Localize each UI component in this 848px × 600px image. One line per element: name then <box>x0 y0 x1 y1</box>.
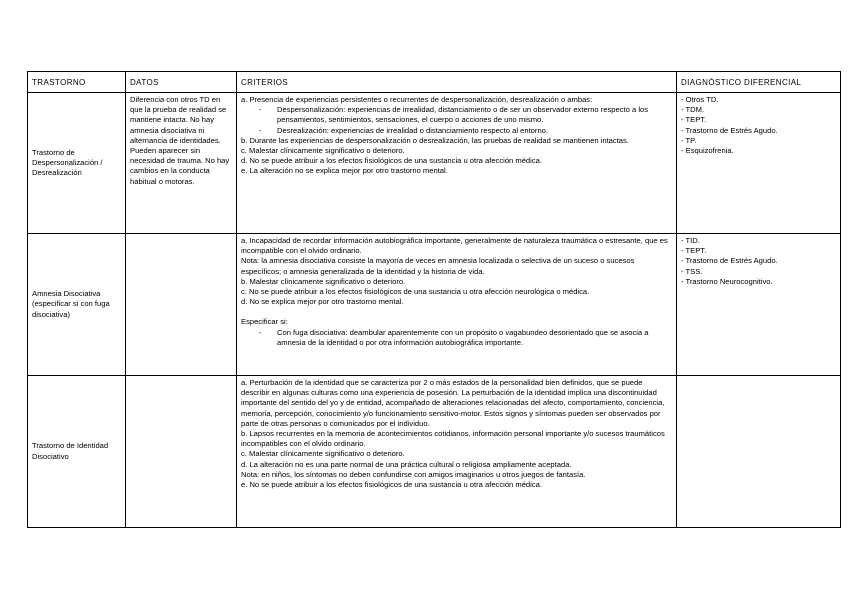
criterio-d: d. No se puede atribuir a los efectos fisiológicos de una sustancia u otra afección médica. <box>241 156 542 166</box>
especificar-sub-text: Con fuga disociativa: deambular aparentemente con un propósito o vagabundeo desorientado que se asocia a amnesia de la identidad o por otra información autobiográfica importante. <box>277 327 649 347</box>
diagnostico-item: - TDM. <box>681 105 705 115</box>
header-datos: DATOS <box>126 72 237 93</box>
datos-cell: Diferencia con otros TD en que la prueba de realidad se mantiene intacta. No hay amnesia disociativa ni alternancia de identidades. Pueden aparecer sin necesidad de trauma. No hay cambios en la conducta habitual o motoras. <box>126 93 237 234</box>
criterio-e: e. La alteración no se explica mejor por otro trastorno mental. <box>241 166 448 176</box>
especificar-sub: - Con fuga disociativa: deambular aparentemente con un propósito o vagabundeo desorientado que se asocia a amnesia de la identidad o por otra información autobiográfica importante. <box>259 327 649 347</box>
diagnostico-item: - TP. <box>681 135 697 145</box>
criterio-d: d. No se explica mejor por otro trastorno mental. <box>241 297 404 307</box>
criterio-c: c. Malestar clínicamente significativo o deterioro. <box>241 146 405 156</box>
especificar-label: Especificar si: <box>241 317 288 327</box>
spacer <box>241 307 672 317</box>
criterio-nota: Nota: en niños, los síntomas no deben confundirse con amigos imaginarios u otros juegos de fantasía. <box>241 469 586 479</box>
criterio-a-sub1: - Despersonalización: experiencias de irrealidad, distanciamiento o de ser un observador externo respecto a los pensamientos, sentimientos, sensaciones, el cuerpo o acciones de uno mismo. <box>259 105 649 125</box>
header-diagnostico: DIAGNÓSTICO DIFERENCIAL <box>677 72 841 93</box>
diagnostico-item: - TEPT. <box>681 115 707 125</box>
trastorno-cell: Amnesia Disociativa (especificar si con fuga disociativa) <box>28 234 126 376</box>
table-row <box>28 93 841 234</box>
table-row <box>28 376 841 528</box>
datos-cell <box>126 234 237 376</box>
criterio-b: b. Lapsos recurrentes en la memoria de acontecimientos cotidianos, información personal importante y/o sucesos traumáticos incompatibles con el olvido ordinario. <box>241 429 665 449</box>
diagnostico-item: - TSS. <box>681 266 703 276</box>
header-row <box>28 72 841 93</box>
trastorno-cell: Trastorno de Despersonalización / Desrealización <box>28 93 126 234</box>
criterio-a: a. Incapacidad de recordar información autobiográfica importante, generalmente de naturaleza traumática o estresante, que es incompatible con el olvido ordinario. <box>241 236 668 256</box>
criterio-a: a. Presencia de experiencias persistentes o recurrentes de despersonalización, desrealización o ambas: <box>241 95 593 104</box>
criterio-d: d. La alteración no es una parte normal de una práctica cultural o religiosa ampliamente aceptada. <box>241 459 572 469</box>
criterios-cell <box>237 93 677 234</box>
diagnostico-item: - Trastorno Neurocognitivo. <box>681 276 773 286</box>
header-trastorno: TRASTORNO <box>28 72 126 93</box>
criterios-cell <box>237 234 677 376</box>
diagnostico-item: - Trastorno de Estrés Agudo. <box>681 256 778 266</box>
criterio-c: c. Malestar clínicamente significativo o deterioro. <box>241 449 405 459</box>
diagnostico-item: - Trastorno de Estrés Agudo. <box>681 125 778 135</box>
criterio-a-sub2: - Desrealización: experiencias de irrealidad o distanciamiento respecto al entorno. <box>259 125 548 135</box>
diagnostico-item: - TEPT. <box>681 246 707 256</box>
criterio-a-sub2-text: Desrealización: experiencias de irrealidad o distanciamiento respecto al entorno. <box>277 125 548 135</box>
trastorno-cell: Trastorno de Identidad Disociativo <box>28 376 126 528</box>
criterios-cell <box>237 376 677 528</box>
criterio-a: a. Perturbación de la identidad que se caracteriza por 2 o más estados de la personalidad bien definidos, que se puede describir en algunas culturas como una experiencia de posesión. La perturbación de la identidad implica una discontinuidad importante del sentido del yo y de entidad, acompañado de alteraciones relacionadas del afecto, comportamiento, conciencia, memoria, percepción, conocimiento y/o funcionamiento sensitivo-motor. Estos signos y síntomas pueden ser observados por parte de otras personas o comunicados por el individuo. <box>241 378 665 428</box>
criterio-c: c. No se puede atribuir a los efectos fisiológicos de una sustancia u otra afección neurológica o médica. <box>241 287 590 297</box>
criterio-nota: Nota: la amnesia disociativa consiste la mayoría de veces en amnesia localizada o selectiva de un suceso o sucesos específicos; o amnesia generalizada de la identidad y la historia de vida. <box>241 256 635 276</box>
diagnostico-item: - TID. <box>681 236 700 245</box>
diagnostico-item: - Otros TD. <box>681 95 719 104</box>
diagnostico-cell <box>677 93 841 234</box>
diagnostico-item: - Esquizofrenia. <box>681 146 734 156</box>
criterio-a-sub1-text: Despersonalización: experiencias de irrealidad, distanciamiento o de ser un observador externo respecto a los pensamientos, sentimientos, sensaciones, el cuerpo o acciones de uno mismo. <box>277 105 649 125</box>
criterio-b: b. Malestar clínicamente significativo o deterioro. <box>241 276 406 286</box>
criterio-b: b. Durante las experiencias de despersonalización o desrealización, las pruebas de realidad se mantienen intactas. <box>241 135 629 145</box>
header-criterios: CRITERIOS <box>237 72 677 93</box>
disorders-table <box>27 71 841 528</box>
diagnostico-cell <box>677 376 841 528</box>
diagnostico-cell <box>677 234 841 376</box>
criterio-e: e. No se puede atribuir a los efectos fisiológicos de una sustancia u otra afección médica. <box>241 480 542 490</box>
datos-cell <box>126 376 237 528</box>
table-row <box>28 234 841 376</box>
